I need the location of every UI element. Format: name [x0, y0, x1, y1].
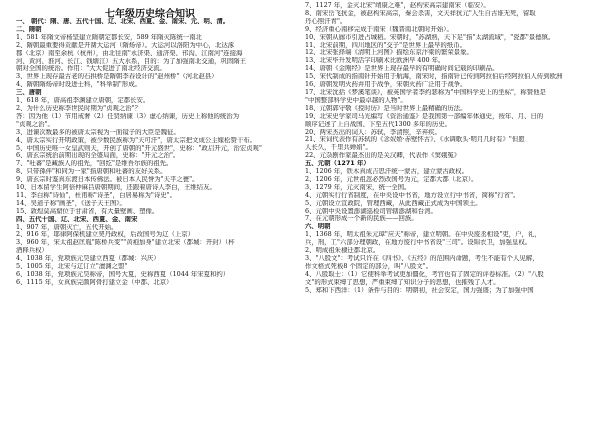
text-line: 4、八股取士：（1）它使科举考试更加僵化，考官也有了固定的评卷标准。（2）"八股: [305, 270, 544, 278]
text-line: 10、宋朝从廊市引进占城稻。宋朝时，"苏湖熟，天下足"指"太湖流域"，"瓷都"景德镇。: [305, 33, 555, 41]
text-line: 9、唐玄宗时鉴真东渡日本传佛法。被日本人民誉为"天平之甍"。: [16, 176, 199, 184]
text-line: 兵，刑，工"六部分理朝政，在地方废行中书省设"三司"。设锦衣卫，加强皇权。: [305, 239, 532, 247]
text-line: 答：因为他（1）节用戒奢（2）任贤纳谏（3）虚心纳谏，历史上称他的统治为: [16, 112, 240, 120]
text-line: 6、1038 年，党项族元昊称帝，国号大夏，史称西夏（1044 年宋夏和约）: [16, 271, 230, 278]
text-line: 5、郑和下西洋：（1）条件与目的：明朝初，社会安定，国力强盛；为了加强中国: [305, 286, 534, 294]
section-heading: 六、明朝: [305, 223, 331, 231]
text-line: 18、元朝郭守敬《授时历》是当时世界上最精确的历法。: [305, 104, 467, 112]
text-line: 9、经济重心南移完成于南宋（魏晋南北朝时开始）。: [305, 25, 453, 33]
text-line: 3、1279 年，元灭南宋，统一全国。: [305, 183, 411, 191]
text-line: 作文格式死板8 个固定的部分，叫"八股文"。: [305, 262, 433, 270]
text-line: 3、世界上现存最古老的石拱桥是隋朝李春设计的"赵州桥"（河北赵县）: [16, 73, 218, 81]
section-heading: 五、元朝（1271 年）: [305, 160, 370, 168]
text-line: "中国整部科学史中最卓越的人物"。: [305, 96, 407, 104]
text-line: 21、宋词代表作有苏轼的《念奴娇·赤壁怀古》、《水调歌头·明月几时有》"但愿: [305, 136, 525, 144]
right-column: [305, 2, 587, 295]
text-line: 1、1368 年，明太祖朱元璋"应天"称帝，建立明朝。在中央废丞相设"吏，户，礼，: [305, 231, 541, 239]
text-line: 6、1115 年，女真族完颜阿骨打建立金（中都、北京）: [16, 278, 173, 286]
page-title: 七年级历史综合知识: [105, 9, 195, 20]
text-line: 10、日本留学生阿倍仲麻吕唐朝期间，还跟着唐诗人李白，王维结友。: [16, 184, 216, 192]
text-line: 14、吴道子称"画圣"，《送子天王图》。: [16, 199, 126, 207]
text-line: 22、元杂剧作家最杰出的是关汉卿，代表作《窦娥冤》: [305, 152, 461, 160]
text-line: 3、"八股文"：考试只许在《四书》、《五经》的范围内命题，考生不能有个人见解，: [305, 255, 539, 262]
text-line: 1、618 年，唐高祖李渊建立唐朝，定都长安。: [16, 97, 150, 105]
text-line: 7、"吐蕃"是藏族人的祖先，"回纥"是维吾尔族的祖先。: [16, 160, 173, 168]
text-line: 6、唐玄宗统治前期出现的全盛局面，史称："开元之治"。: [16, 152, 180, 160]
text-line: 酒释兵权）: [16, 247, 48, 255]
section-heading: 二、隋朝: [16, 25, 42, 33]
text-line: 19、北宋史学家司马光编写《资治通鉴》是我国第一部编年体通史，按年、月、日的: [305, 112, 544, 120]
text-line: 1、1206 年，铁木真成吉思汗统一蒙古，建立蒙古政权。: [305, 168, 468, 176]
text-line: 17、北宋沈括《梦溪笔谈》，被英国学者李约瑟称为"中国科学史上的坐标"，称赞他是: [305, 88, 546, 96]
text-line: 朝对全国的统治。作用："大大促进了南北经济交流。: [16, 65, 166, 73]
text-line: 11、李白称"诗仙"，杜甫称"诗圣"，白居易称为"诗史"。: [16, 191, 176, 199]
text-line: "贞观之治"。: [16, 120, 54, 128]
section-heading: 三、唐朝: [16, 89, 42, 97]
text-line: 16、唐朝发明火药并用于战争，宋朝火药广泛用于战争。: [305, 81, 467, 89]
text-line: 5、中国历史唯一女皇武则天，开创了唐朝的"开元盛世"，史称："政启开元，治宏贞观": [16, 144, 262, 152]
text-line: 14、唐朝《金刚经》是世界上现存最早的有明确时间记载的印刷品。: [305, 65, 499, 73]
text-line: 7、在元朝形成一个新的民族——回族。: [305, 215, 418, 223]
text-line: 文"的形式束缚了思想，严重束缚了知识分子的思想，也摧残了人才。: [305, 278, 500, 286]
text-line: 5、元朝设立宣政院，管理西藏，从此西藏正式成为中国领土。: [305, 199, 482, 207]
text-line: 15、敦煌莫高窟位于甘肃省，有大量壁画、塑像。: [16, 207, 159, 215]
text-line: 丹心照汗青"。: [305, 17, 347, 25]
left-column: [16, 18, 286, 287]
text-line: 1、907 年，唐朝灭亡，五代开始。: [16, 223, 118, 231]
text-line: 4、元朝实行行省制度，在中央设中书省，地方设立行中书省，简称"行省"。: [305, 191, 520, 199]
text-line: 2、1206 年，元世祖忽必烈改国号为元，定都大都（北京）。: [305, 175, 478, 183]
text-line: 8、只带孫伴"和同为一家"指唐朝和吐蕃的友好关系。: [16, 168, 167, 176]
text-line: 4、隋朝隋炀帝时设进士科，"科举制"形成。: [16, 81, 141, 89]
text-line: 河、黄河、淮河、长江、钱塘江）五大水系，目的：为了加强南北交通，巩固隋王: [16, 57, 247, 65]
text-line: 2、为什么历史称李世民时期为"贞观之治"？: [16, 104, 141, 112]
text-line: 2、明成祖朱棣迁都北京。: [305, 247, 380, 255]
section-heading: 一、 朝代：隋、唐、五代十国、辽、北宋、西夏、金、南宋、元、明、清。: [16, 18, 230, 25]
text-line: 3、960 年，宋太祖赵匡胤"陈桥兵变""黄袍加身"建立北宋（都城：开封）（杯: [16, 239, 235, 247]
text-line: 20、两宋杰出的词人：苏轼，李清照，辛弃疾。: [305, 128, 441, 136]
text-line: 12、北宋张择端《清明上河图》描绘东京汴梁的繁荣景象。: [305, 49, 473, 57]
section-heading: 四、五代十国、辽、北宋、西夏、金、南宋: [16, 215, 138, 223]
text-line: 6、元朝中央设置澎湖巡检司管辖澎湖和台湾。: [305, 207, 437, 215]
text-line: 郡（北京）南至余杭（杭州），由北往南"永济渠、通济渠、邗沟、江南河"连接海: [16, 49, 243, 57]
text-line: 15、宋代制成的指南针开始用于航海，南宋时，指南针已传到阿拉伯后经阿拉伯人传到欧洲: [305, 73, 563, 81]
text-line: 人长久，千里共婵娟"。: [305, 144, 372, 152]
text-line: 5、1005 年，北宋与辽订立"澶渊之盟": [16, 263, 128, 271]
text-line: 1、581 年隋文帝杨坚建立隋朝定都长安，589 年隋灭陈统一南北: [16, 33, 202, 41]
text-line: 2、隋朝最重要得贡献是开凿大运河（隋炀帝）。大运河以洛阳为中心，北达涿: [16, 41, 235, 49]
text-line: 顺序记述了上自战国、下至五代1300 多年的历史。: [305, 120, 452, 128]
text-line: 4、1038 年，党项族元昊建立西夏（都城：兴庆）: [16, 255, 160, 263]
text-line: 7、1127 年，金灭北宋"靖康之难"，赵构宋高宗建南宋（临安）。: [305, 2, 490, 9]
text-line: 3、进谏次数最多的被唐太宗视为一面镜子的大臣是魏征。: [16, 128, 180, 136]
text-line: 11、北宋前期，四川地区的"交子"是世界上最早的纸币。: [305, 41, 466, 49]
text-line: 8、南宋岳飞抗金，被赵构宋高宗，秦会杀害，文天祥抗元"人生自古谁无死，留取: [305, 9, 536, 17]
text-line: 4、唐太宗实行开明政策，被少数民族称为"天可汗"，唐太宗把文成公主嫁松赞干布。: [16, 136, 257, 144]
text-line: 2、916 年，耶律阿保机建立契丹政权，后改国号为辽（上京）: [16, 231, 195, 239]
text-line: 13、北宋毕升发明活字印刷术比欧洲早 400 年。: [305, 57, 445, 65]
